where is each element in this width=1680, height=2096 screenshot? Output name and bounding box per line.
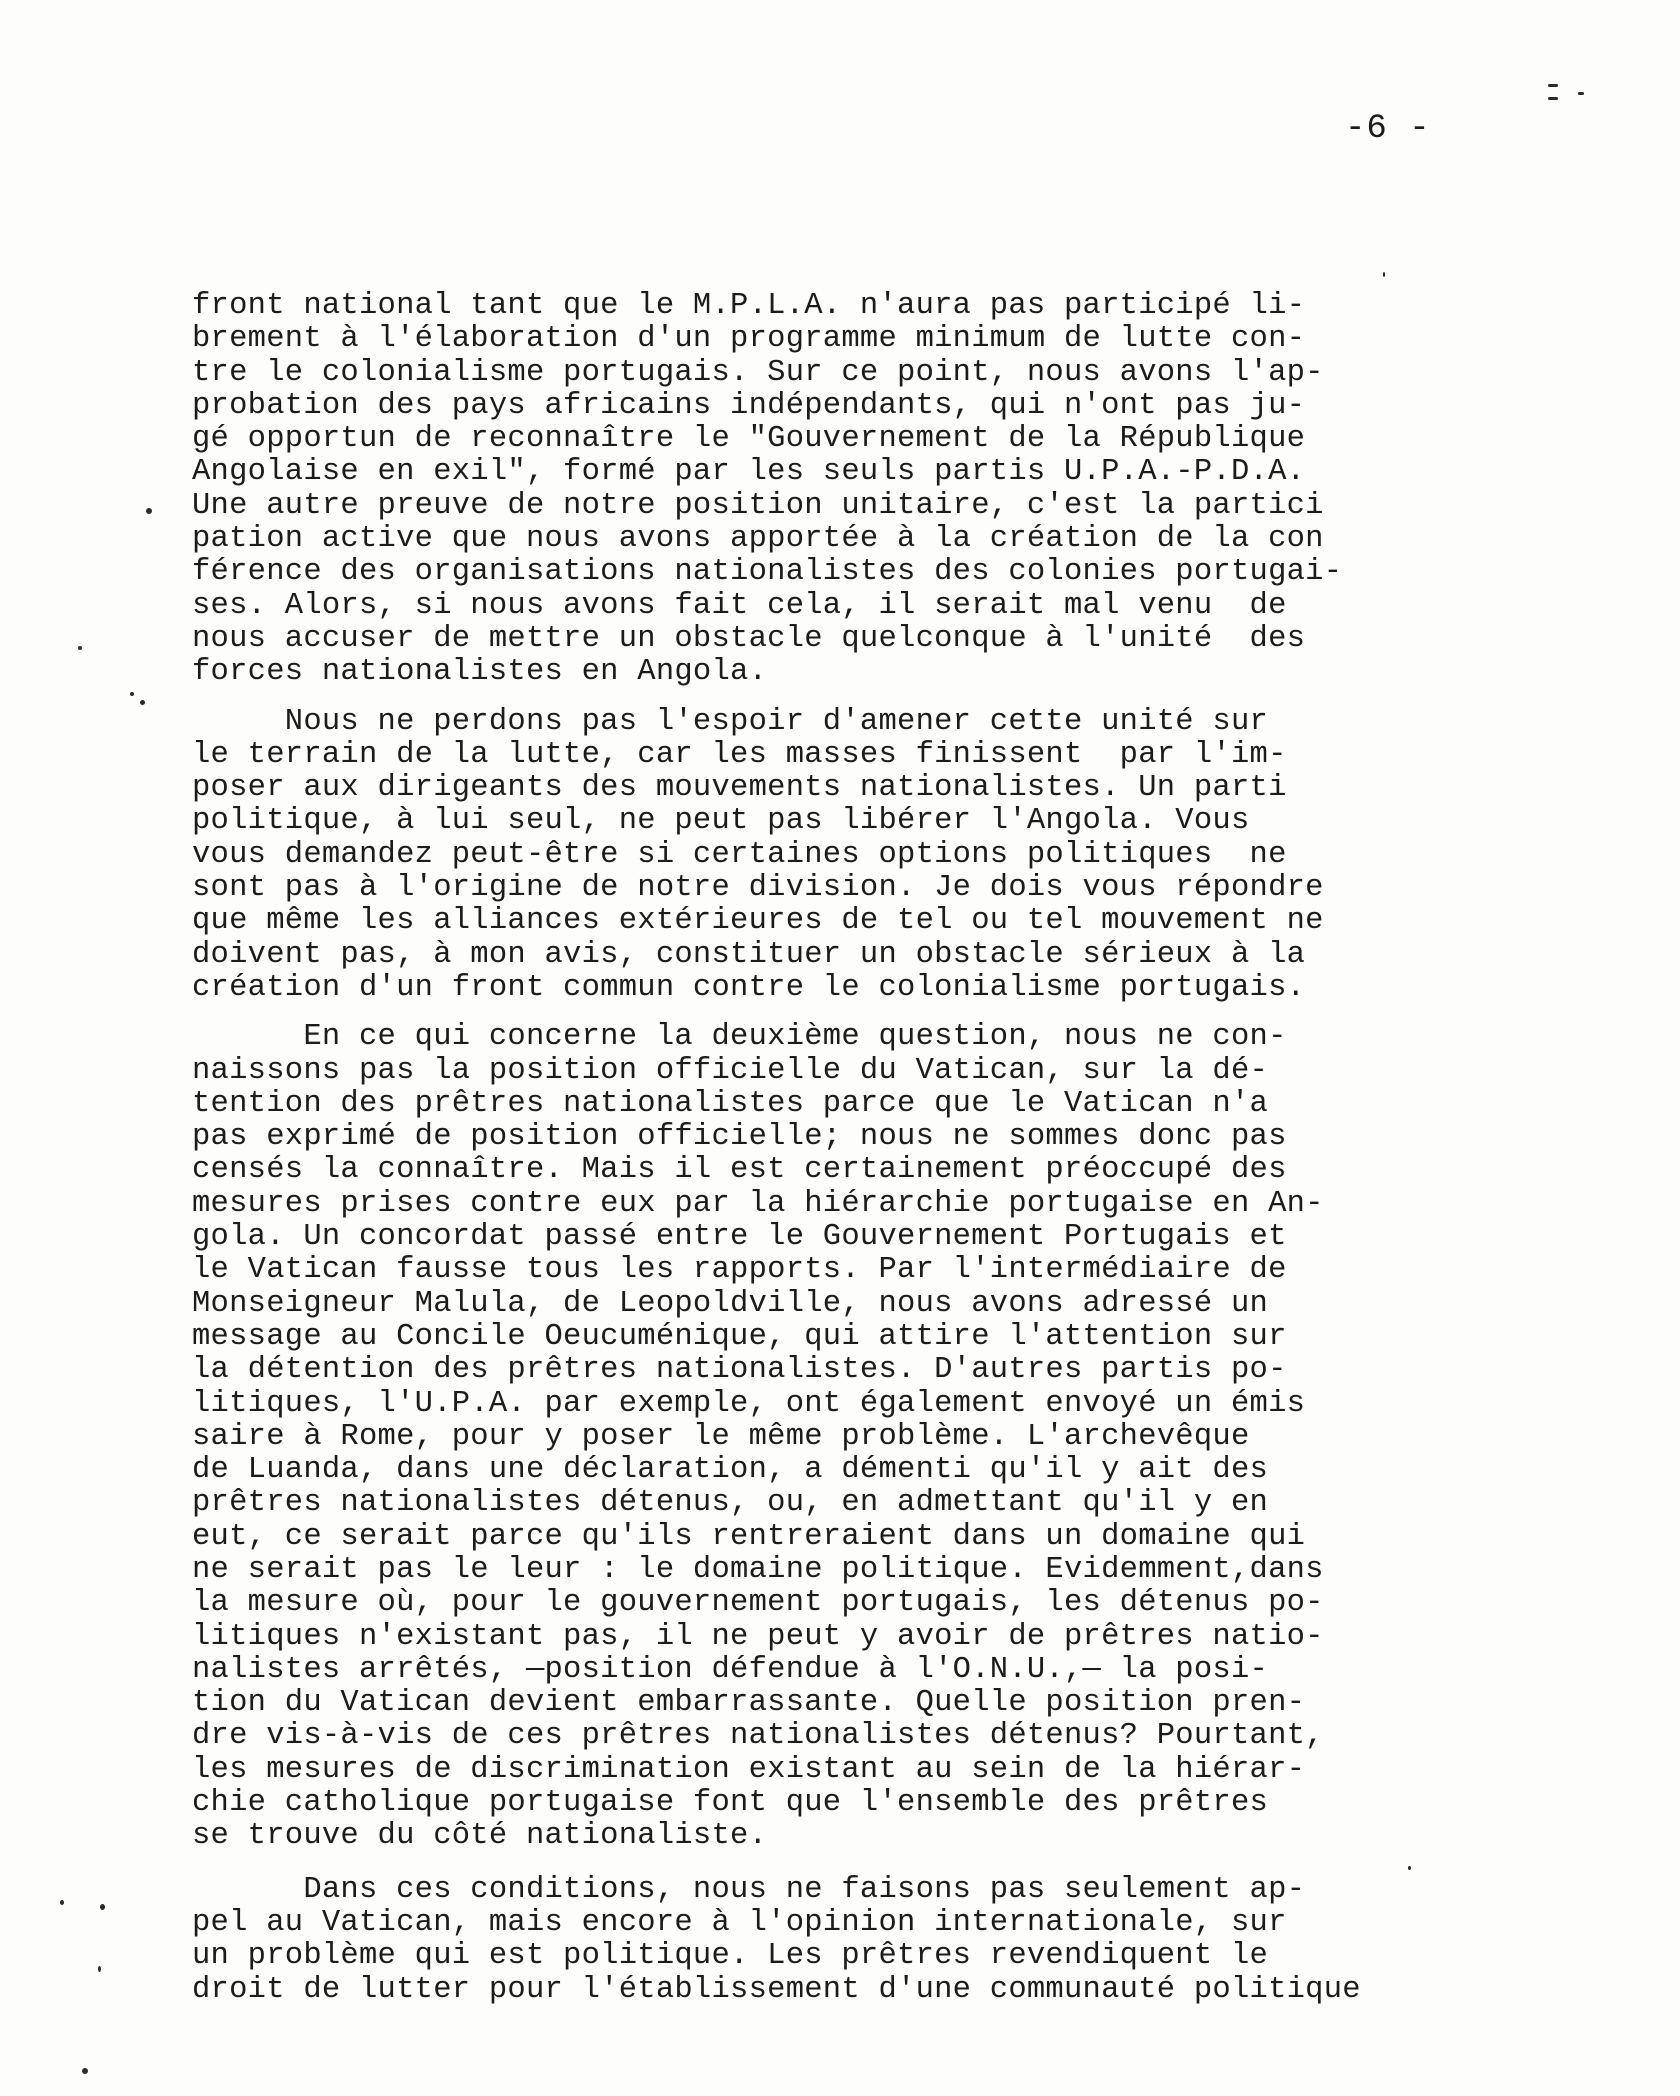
scan-speck — [140, 700, 145, 705]
text-line: probation des pays africains indépendants, qui n'ont pas ju- — [192, 388, 1306, 423]
body-text — [192, 290, 1482, 2007]
text-line: Monseigneur Malula, de Leopoldville, nous avons adressé un — [192, 1286, 1269, 1321]
text-line: sont pas à l'origine de notre division. Je dois vous répondre — [192, 871, 1324, 906]
text-line: mesures prises contre eux par la hiérarchie portugaise en An- — [192, 1186, 1324, 1221]
text-line: doivent pas, à mon avis, constituer un obstacle sérieux à la — [192, 937, 1306, 972]
scan-speck — [146, 508, 152, 514]
scan-speck — [1408, 1866, 1411, 1870]
text-line: naissons pas la position officielle du Vatican, sur la dé- — [192, 1053, 1269, 1088]
text-line: poser aux dirigeants des mouvements nationalistes. Un parti — [192, 771, 1287, 806]
text-line: pas exprimé de position officielle; nous ne sommes donc pas — [192, 1120, 1287, 1155]
text-line: message au Concile Oeucuménique, qui attire l'attention sur — [192, 1319, 1287, 1354]
text-line: droit de lutter pour l'établissement d'une communauté politique — [192, 1972, 1361, 2007]
text-line: censés la connaître. Mais il est certainement préoccupé des — [192, 1153, 1287, 1188]
text-line: se trouve du côté nationaliste. — [192, 1819, 768, 1854]
paragraph-3 — [192, 1021, 1482, 1853]
scan-speck — [78, 646, 82, 650]
text-line: le Vatican fausse tous les rapports. Par l'intermédiaire de — [192, 1253, 1287, 1288]
text-line: Une autre preuve de notre position unitaire, c'est la partici — [192, 488, 1324, 523]
scan-speck — [1548, 84, 1558, 87]
text-line: brement à l'élaboration d'un programme minimum de lutte con- — [192, 322, 1306, 357]
text-line: En ce qui concerne la deuxième question, nous ne con- — [192, 1020, 1287, 1055]
text-line: Nous ne perdons pas l'espoir d'amener cette unité sur — [192, 704, 1269, 739]
text-line: création d'un front commun contre le colonialisme portugais. — [192, 970, 1306, 1005]
text-line: gola. Un concordat passé entre le Gouvernement Portugais et — [192, 1220, 1287, 1255]
text-line: Dans ces conditions, nous ne faisons pas seulement ap- — [192, 1872, 1306, 1907]
text-line: eut, ce serait parce qu'ils rentreraient dans un domaine qui — [192, 1519, 1306, 1554]
text-line: pation active que nous avons apportée à la création de la con — [192, 522, 1324, 557]
text-line: de Luanda, dans une déclaration, a démenti qu'il y ait des — [192, 1453, 1269, 1488]
text-line: férence des organisations nationalistes des colonies portugai- — [192, 555, 1343, 590]
text-line: chie catholique portugaise font que l'ensemble des prêtres — [192, 1786, 1269, 1821]
paragraph-2 — [192, 706, 1482, 1006]
text-line: tre le colonialisme portugais. Sur ce point, nous avons l'ap- — [192, 355, 1324, 390]
text-line: Angolaise en exil", formé par les seuls partis U.P.A.-P.D.A. — [192, 455, 1306, 490]
scan-speck — [1578, 92, 1584, 95]
scan-speck — [60, 1900, 64, 1905]
paragraph-4 — [192, 1874, 1482, 2007]
text-line: prêtres nationalistes détenus, ou, en admettant qu'il y en — [192, 1486, 1269, 1521]
text-line: front national tant que le M.P.L.A. n'aura pas participé li- — [192, 289, 1306, 323]
text-line: la détention des prêtres nationalistes. D'autres partis po- — [192, 1353, 1287, 1388]
text-line: ne serait pas le leur : le domaine politique. Evidemment,dans — [192, 1552, 1324, 1587]
text-line: gé opportun de reconnaître le "Gouvernement de la République — [192, 422, 1306, 457]
text-line: vous demandez peut-être si certaines options politiques ne — [192, 837, 1287, 872]
text-line: pel au Vatican, mais encore à l'opinion internationale, sur — [192, 1905, 1287, 1940]
text-line: litiques, l'U.P.A. par exemple, ont également envoyé un émis — [192, 1386, 1306, 1421]
text-line: que même les alliances extérieures de tel ou tel mouvement ne — [192, 904, 1324, 939]
text-line: forces nationalistes en Angola. — [192, 655, 768, 690]
text-line: nous accuser de mettre un obstacle quelconque à l'unité des — [192, 621, 1306, 656]
text-line: dre vis-à-vis de ces prêtres nationalistes détenus? Pourtant, — [192, 1719, 1324, 1754]
text-line: les mesures de discrimination existant au sein de la hiérar- — [192, 1752, 1306, 1787]
text-line: tention des prêtres nationalistes parce que le Vatican n'a — [192, 1086, 1269, 1121]
scan-speck — [100, 1904, 105, 1910]
text-line: tion du Vatican devient embarrassante. Quelle position pren- — [192, 1686, 1306, 1721]
text-line: litiques n'existant pas, il ne peut y avoir de prêtres natio- — [192, 1619, 1324, 1654]
scan-speck — [1383, 272, 1385, 277]
text-line: le terrain de la lutte, car les masses finissent par l'im- — [192, 737, 1287, 772]
text-line: saire à Rome, pour y poser le même problème. L'archevêque — [192, 1419, 1250, 1454]
text-line: un problème qui est politique. Les prêtres revendiquent le — [192, 1939, 1269, 1974]
scan-speck — [1548, 97, 1558, 100]
text-line: politique, à lui seul, ne peut pas libérer l'Angola. Vous — [192, 804, 1250, 839]
paragraph-1 — [192, 290, 1482, 690]
text-line: nalistes arrêtés, —position défendue à l'O.N.U.,— la posi- — [192, 1652, 1269, 1687]
text-line: ses. Alors, si nous avons fait cela, il serait mal venu de — [192, 588, 1287, 623]
page-number: -6 - — [1345, 110, 1431, 148]
text-line: la mesure où, pour le gouvernement portugais, les détenus po- — [192, 1586, 1324, 1621]
scan-speck — [82, 2068, 88, 2074]
scan-speck — [98, 1966, 101, 1972]
scan-speck — [130, 692, 134, 696]
